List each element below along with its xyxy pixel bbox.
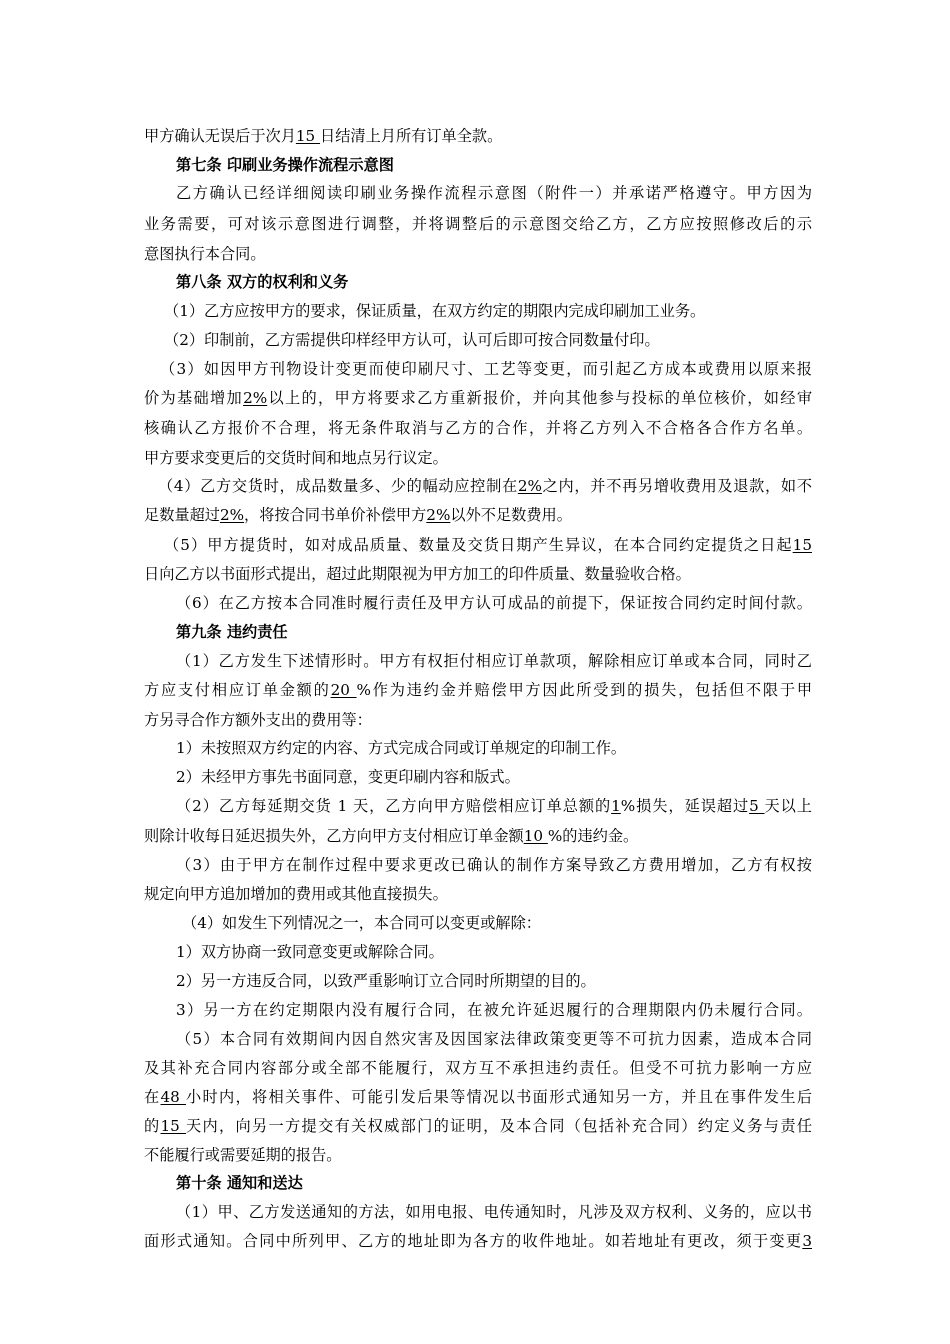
section-heading-article-7: 第七条 印刷业务操作流程示意图: [176, 156, 394, 174]
text-line: （3）由于甲方在制作过程中要求更改已确认的制作方案导致乙方费用增加，乙方有权按: [176, 856, 812, 874]
text-line: 规定向甲方追加增加的费用或其他直接损失。: [144, 885, 448, 903]
text-line: 的15 天内，向另一方提交有关权威部门的证明，及本合同（包括补充合同）约定义务与责任: [144, 1117, 812, 1135]
text-line: （2）印制前，乙方需提供印样经甲方认可，认可后即可按合同数量付印。: [164, 331, 660, 349]
text-line: 价为基础增加2%以上的，甲方将要求乙方重新报价，并向其他参与投标的单位核价，如经审: [144, 389, 812, 407]
text-line: （1）乙方应按甲方的要求，保证质量，在双方约定的期限内完成印刷加工业务。: [164, 302, 706, 320]
text-line: 面形式通知。合同中所列甲、乙方的地址即为各方的收件地址。如若地址有更改，须于变更3: [144, 1232, 812, 1250]
text-line: 足数量超过2%，将按合同书单价补偿甲方2%以外不足数费用。: [144, 506, 572, 524]
text-line: （5）本合同有效期间内因自然灾害及因国家法律政策变更等不可抗力因素，造成本合同: [176, 1030, 812, 1048]
text-line: 核确认乙方报价不合理，将无条件取消与乙方的合作，并将乙方列入不合格各合作方名单。: [144, 419, 812, 437]
text-line: （6）在乙方按本合同准时履行责任及甲方认可成品的前提下，保证按合同约定时间付款。: [176, 594, 812, 612]
text-line: （4）如发生下列情况之一，本合同可以变更或解除：: [182, 914, 541, 932]
text-line: 2）未经甲方事先书面同意，变更印刷内容和版式。: [176, 768, 520, 786]
text-line: 及其补充合同内容部分或全部不能履行，双方互不承担违约责任。但受不可抗力影响一方应: [144, 1059, 812, 1077]
text-line: 甲方要求变更后的交货时间和地点另行议定。: [144, 449, 448, 467]
text-line: 2）另一方违反合同，以致严重影响订立合同时所期望的目的。: [176, 972, 596, 990]
text-line: （3）如因甲方刊物设计变更而使印刷尺寸、工艺等变更，而引起乙方成本或费用以原来报: [160, 360, 812, 378]
text-line: 甲方确认无误后于次月15 日结清上月所有订单全款。: [144, 127, 503, 145]
text-line: 不能履行或需要延期的报告。: [144, 1146, 342, 1164]
section-heading-article-8: 第八条 双方的权利和义务: [176, 273, 349, 291]
text-line: （1）甲、乙方发送通知的方法，如用电报、电传通知时，凡涉及双方权利、义务的，应以书: [176, 1203, 812, 1221]
text-line: 方应支付相应订单金额的20 %作为违约金并赔偿甲方因此所受到的损失，包括但不限于甲: [144, 681, 812, 699]
section-heading-article-10: 第十条 通知和送达: [176, 1174, 303, 1192]
section-heading-article-9: 第九条 违约责任: [176, 623, 288, 641]
text-line: 1）未按照双方约定的内容、方式完成合同或订单规定的印制工作。: [176, 739, 627, 757]
text-line: （1）乙方发生下述情形时。甲方有权拒付相应订单款项，解除相应订单或本合同，同时乙: [176, 652, 812, 670]
text-line: （2）乙方每延期交货 1 天，乙方向甲方赔偿相应订单总额的1%损失，延误超过5 天以上: [176, 797, 812, 815]
text-line: 3）另一方在约定期限内没有履行合同，在被允许延迟履行的合理期限内仍未履行合同。: [176, 1001, 812, 1019]
text-line: 日向乙方以书面形式提出，超过此期限视为甲方加工的印件质量、数量验收合格。: [144, 565, 691, 583]
text-line: 业务需要，可对该示意图进行调整，并将调整后的示意图交给乙方，乙方应按照修改后的示: [144, 215, 812, 233]
text-line: 1）双方协商一致同意变更或解除合同。: [176, 943, 444, 961]
text-line: 则除计收每日延迟损失外，乙方向甲方支付相应订单金额10 %的违约金。: [144, 827, 639, 845]
text-line: 在48 小时内，将相关事件、可能引发后果等情况以书面形式通知另一方，并且在事件发生后: [144, 1088, 812, 1106]
text-line: 乙方确认已经详细阅读印刷业务操作流程示意图（附件一）并承诺严格遵守。甲方因为: [176, 184, 812, 202]
text-line: （5）甲方提货时，如对成品质量、数量及交货日期产生异议，在本合同约定提货之日起15: [164, 536, 812, 554]
text-line: 意图执行本合同。: [144, 245, 266, 263]
text-line: （4）乙方交货时，成品数量多、少的幅动应控制在2%之内，并不再另增收费用及退款，如不: [158, 477, 812, 495]
text-line: 方另寻合作方额外支出的费用等：: [144, 711, 372, 729]
